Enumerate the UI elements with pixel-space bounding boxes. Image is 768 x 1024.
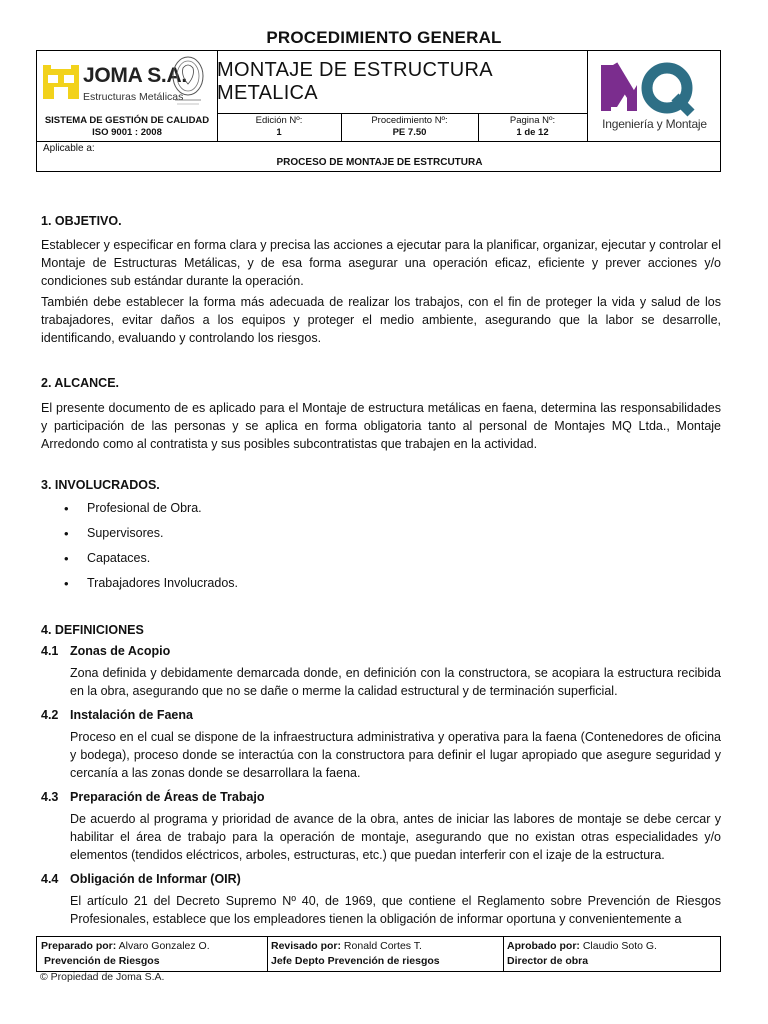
company-subtitle: Estructuras Metálicas bbox=[83, 91, 184, 103]
subsection-4-2-number: 4.2 bbox=[41, 708, 59, 722]
reviewed-by-cell bbox=[267, 937, 503, 971]
subsection-4-4-title: Obligación de Informar (OIR) bbox=[70, 872, 241, 886]
subsection-4-2-title: Instalación de Faena bbox=[70, 708, 193, 722]
subsection-4-3-title: Preparación de Áreas de Trabajo bbox=[70, 790, 265, 804]
subsection-4-4-number: 4.4 bbox=[41, 872, 59, 886]
reviewed-by-label: Revisado por: bbox=[271, 940, 342, 952]
mq-logo bbox=[587, 51, 722, 141]
approved-by-name: Claudio Soto G. bbox=[579, 940, 657, 952]
procedure-value: PE 7.50 bbox=[392, 127, 427, 138]
page-label: Pagina Nº: bbox=[509, 115, 556, 126]
section-1-paragraph-2: También debe establecer la forma más adecuada de realizar los trabajos, con el fin de proteger la vida y salud de los trabajadores, evitar daños a los equipos y proteger el medio ambiente, asegurando que la labor se desarrolle, identificando, evaluando y controlando los riesgos. bbox=[41, 295, 721, 345]
reviewed-by-name: Ronald Cortes T. bbox=[341, 940, 422, 952]
approval-table bbox=[36, 936, 721, 972]
prepared-by-role: Prevención de Riesgos bbox=[44, 955, 160, 967]
edition-cell bbox=[217, 113, 341, 141]
joma-logo-icon bbox=[43, 65, 79, 101]
section-2-paragraph: El presente documento de es aplicado para el Montaje de estructura metálicas en faena, determina las responsabilidades y participación de las personas y se aplica en forma obligatoria tanto al personal de Montajes MQ Ltda., Montaje Arredondo como al contratista y sus posibles subcontratistas que trabajen en la actividad. bbox=[41, 401, 721, 451]
certification-seal-icon bbox=[169, 54, 207, 110]
qms-line-1: SISTEMA DE GESTIÓN DE CALIDAD bbox=[44, 115, 210, 126]
approved-by-role: Director de obra bbox=[507, 955, 589, 967]
applicable-label: Aplicable a: bbox=[43, 143, 95, 154]
prepared-by-cell bbox=[37, 937, 267, 971]
section-3-title: 3. INVOLUCRADOS. bbox=[41, 478, 160, 492]
subsection-4-4-paragraph: El artículo 21 del Decreto Supremo Nº 40, de 1969, que contiene el Reglamento sobre Prevención de Riesgos Profesionales, establece que los empleadores tienen la obligación de informar oportuna y convenientemente a bbox=[70, 894, 721, 926]
procedure-label: Procedimiento Nº: bbox=[371, 115, 448, 126]
section-2-title: 2. ALCANCE. bbox=[41, 376, 120, 390]
mq-tagline: Ingeniería y Montaje bbox=[602, 117, 707, 131]
subsection-4-3-paragraph: De acuerdo al programa y prioridad de avance de la obra, antes de iniciar las labores de montaje se debe cercar y habilitar el área de trabajo para la operación de montaje, asegurando que no existan otras especialidades y/o elementos (tendidos eléctricos, arboles, estructuras, etc.) que puedan interferir con el izaje de la estructura. bbox=[70, 812, 721, 862]
page-cell bbox=[478, 113, 587, 141]
copyright-notice: © Propiedad de Joma S.A. bbox=[40, 971, 165, 983]
subsection-4-2-paragraph: Proceso en el cual se dispone de la infraestructura administrativa y operativa para la faena (Contenedores de oficina y bodega), proceso donde se interactúa con la constructora para definir el lugar apropiado que asegure seguridad y cercanía a las zonas donde se desarrollara la faena. bbox=[70, 730, 721, 780]
qms-line-2: ISO 9001 : 2008 bbox=[92, 127, 162, 138]
applicable-value: PROCESO DE MONTAJE DE ESTRCUTURA bbox=[276, 157, 483, 168]
quality-system-cell bbox=[37, 113, 217, 141]
edition-value: 1 bbox=[276, 127, 282, 138]
reviewed-by-role: Jefe Depto Prevención de riesgos bbox=[271, 955, 440, 967]
joma-logo bbox=[37, 51, 212, 113]
prepared-by-label: Preparado por: bbox=[41, 940, 117, 952]
approved-by-cell bbox=[503, 937, 721, 971]
edition-label: Edición Nº: bbox=[255, 115, 303, 126]
prepared-by-name: Alvaro Gonzalez O. bbox=[116, 940, 210, 952]
section-4-title: 4. DEFINICIONES bbox=[41, 623, 144, 637]
section-1-paragraph-1: Establecer y especificar en forma clara y precisa las acciones a ejecutar para la planificar, organizar, ejecutar y controlar el Montaje de Estructuras Metálicas, y de esa forma asegurar una operación eficaz, eficiente y prever acciones y/o condiciones sub estándar durante la operación. bbox=[41, 238, 721, 288]
subsection-4-1-number: 4.1 bbox=[41, 644, 59, 658]
subsection-4-1-title: Zonas de Acopio bbox=[70, 644, 171, 658]
document-heading: PROCEDIMIENTO GENERAL bbox=[266, 28, 502, 47]
header-table bbox=[36, 50, 721, 172]
page-value: 1 de 12 bbox=[516, 127, 549, 138]
approved-by-label: Aprobado por: bbox=[507, 940, 580, 952]
company-name: JOMA S.A. bbox=[83, 64, 187, 87]
subsection-4-3-number: 4.3 bbox=[41, 790, 59, 804]
subsection-4-1-paragraph: Zona definida y debidamente demarcada donde, en definición con la constructora, se acopiara la estructura recibida en la obra, asegurando que no se dañe o merme la calidad estructural y de terminación superficial. bbox=[70, 666, 721, 698]
procedure-cell bbox=[341, 113, 478, 141]
document-title: MONTAJE DE ESTRUCTURA METALICA bbox=[217, 59, 492, 104]
section-1-title: 1. OBJETIVO. bbox=[41, 214, 122, 228]
